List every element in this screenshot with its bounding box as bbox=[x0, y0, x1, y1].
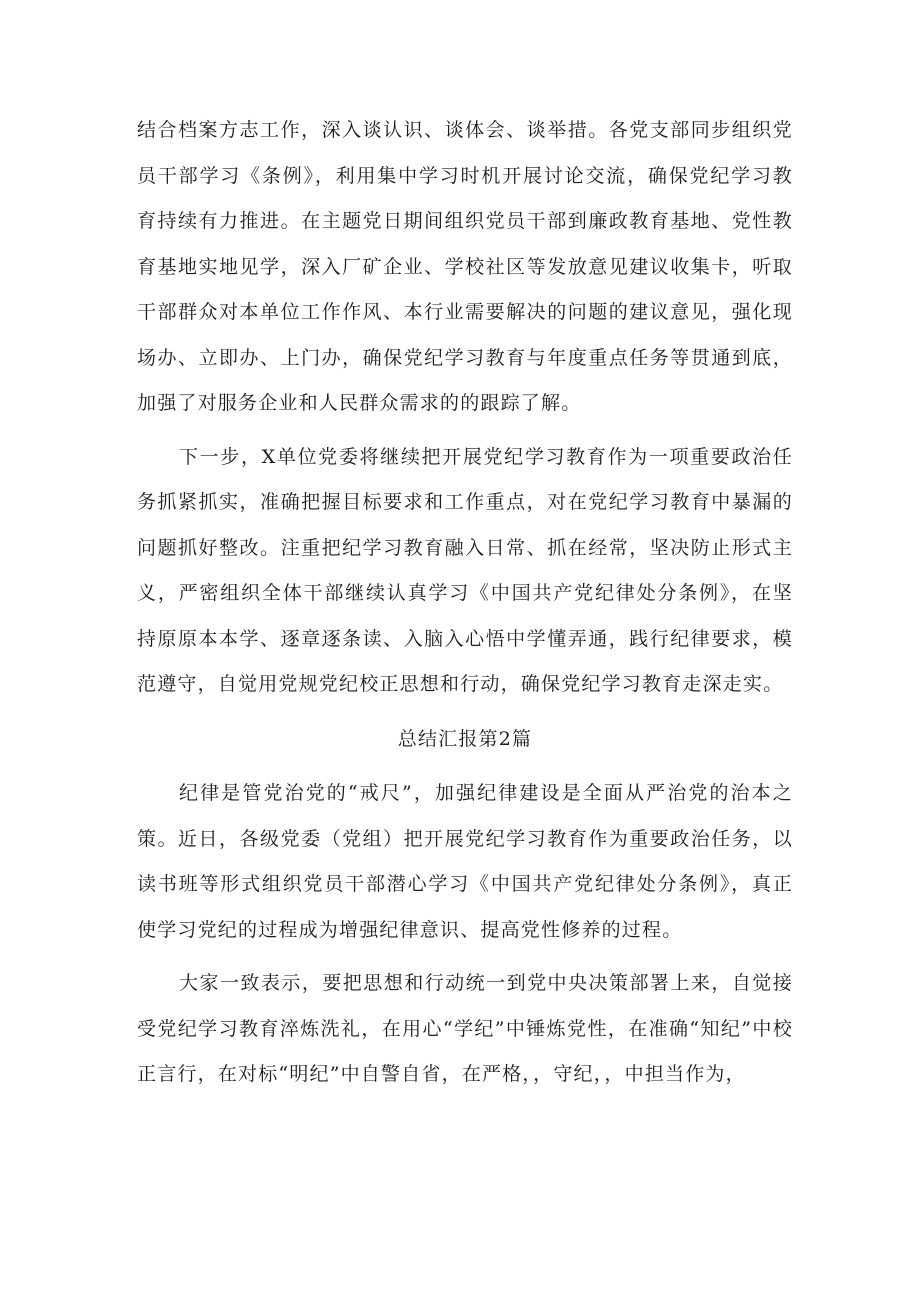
paragraph-1: 结合档案方志工作，深入谈认识、谈体会、谈举措。各党支部同步组织党员干部学习《条例》，利用集中学习时机开展讨论交流，确保党纪学习教育持续有力推进。在主题党日期间组织党员干部到廉政教育基地、党性教育基地实地见学，深入厂矿企业、学校社区等发放意见建议收集卡，听取干部群众对本单位工作作风、本行业需要解决的问题的建议意见，强化现场办、立即办、上门办，确保党纪学习教育与年度重点任务等贯通到底，加强了对服务企业和人民群众需求的的跟踪了解。 bbox=[137, 119, 793, 414]
document-body bbox=[137, 108, 793, 1098]
paragraph-4: 大家一致表示，要把思想和行动统一到党中央决策部署上来，自觉接受党纪学习教育淬炼洗礼，在用心“学纪”中锤炼党性，在准确“知纪”中校正言行，在对标“明纪”中自警自省，在严格，，守纪，，中担当作为， bbox=[137, 972, 793, 1085]
paragraph-3: 纪律是管党治党的“戒尺”，加强纪律建设是全面从严治党的治本之策。近日，各级党委（党组）把开展党纪学习教育作为重要政治任务，以读书班等形式组织党员干部潜心学习《中国共产党纪律处分条例》，真正使学习党纪的过程成为增强纪律意识、提高党性修养的过程。 bbox=[137, 782, 793, 941]
section-heading: 总结汇报第2篇 bbox=[397, 727, 533, 750]
paragraph-2: 下一步，X单位党委将继续把开展党纪学习教育作为一项重要政治任务抓紧抓实，准确把握目标要求和工作重点，对在党纪学习教育中暴漏的问题抓好整改。注重把纪学习教育融入日常、抓在经常，坚决防止形式主义，严密组织全体干部继续认真学习《中国共产党纪律处分条例》，在坚持原原本本学、逐章逐条读、入脑入心悟中学懂弄通，践行纪律要求，模范遵守，自觉用党规党纪校正思想和行动，确保党纪学习教育走深走实。 bbox=[137, 445, 793, 695]
